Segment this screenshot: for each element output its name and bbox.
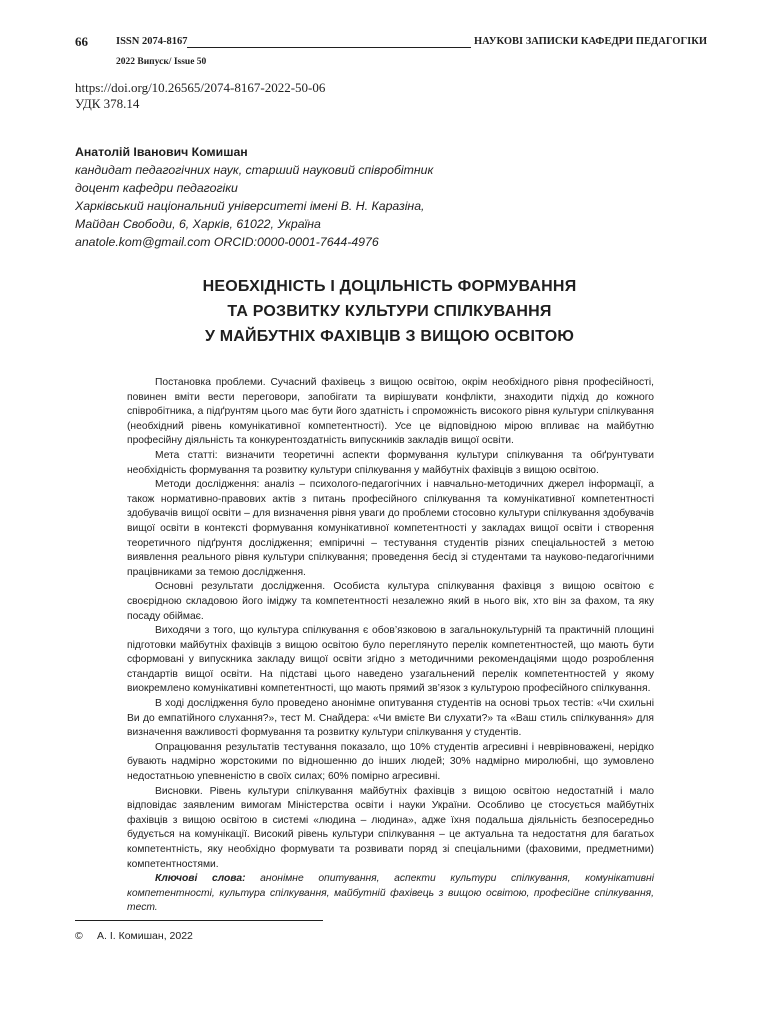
author-position: доцент кафедри педагогіки [75,181,238,195]
page-number: 66 [75,34,88,49]
article-title [75,274,704,349]
abstract-methods: Методи дослідження: аналіз – психолого-педагогічних і навчально-методичних джерел інформації, а також нормативно-правових актів з питань професійного спілкування та комунікативної компетентності здобувачів вищої освіти – для визначення рівня уваги до проблеми стосовно культури спілкування здобувачів вищої освіти в контексті формування комунікативної компетентності у закладах вищої освіти і створення теоретичного підґрунтя дослідження; емпіричні – тестування студентів різних спеціальностей з метою виявлення реального рівня культури спілкування; проведення бесід зі студентами та науково-педагогічними працівниками за темою дослідження. [127,479,654,578]
author-name: Анатолій Іванович Комишан [75,145,248,159]
title-line: НЕОБХІДНІСТЬ І ДОЦІЛЬНІСТЬ ФОРМУВАННЯ [202,278,577,295]
footnote-rule [75,920,323,921]
abstract-aim: Мета статті: визначити теоретичні аспекти формування культури спілкування та обґрунтувати необхідність формування та розвитку культури спілкування у майбутніх фахівців з вищою освітою. [127,449,654,476]
abstract-paragraph: Опрацювання результатів тестування показало, що 10% студентів агресивні і неврівноважені, нерідко бувають надмірно жорстокими по відношенню до інших людей; 30% надмірно миролюбні, що зумовлено недостатньою упевненістю в своїх силах; 60% помірно агресивні. [127,741,654,783]
author-contact[interactable]: anatole.kom@gmail.com ORCID:0000-0001-7644-4976 [75,235,379,249]
abstract-problem: Постановка проблеми. Сучасний фахівець з вищою освітою, окрім необхідного рівня професійності, повинен вміти вести переговори, запобігати та вирішувати конфлікти, знаходити підхід до кожного співробітника, а підґрунтям цього має бути його здатність і спроможність високого рівня культури спілкування (необхідний рівень комунікативної компетентності). Усе це відповідною мірою впливає на майбутню професійну діяльність та конкурентоздатність випускників закладів вищої освіти. [127,377,654,447]
keywords [127,872,654,916]
abstract-paragraph: В ході дослідження було проведено анонімне опитування студентів на основі трьох тестів: «Чи схильні Ви до емпатійного слухання?», тест М. Снайдера: «Чи вмієте Ви слухати?» та «Ваш стиль спілкування» для визначення важливості формування та розвитку культури спілкування у студентів. [127,698,654,739]
abstract [127,376,654,916]
identifier-block [75,80,325,112]
running-header [75,36,707,50]
header-rule [187,47,471,48]
title-line: У МАЙБУТНІХ ФАХІВЦІВ З ВИЩОЮ ОСВІТОЮ [204,328,575,345]
keywords-text: анонімне опитування, аспекти культури спілкування, комунікативні компетентності, культура спілкування, майбутній фахівець з вищою освітою, професійне спілкування, тест. [127,873,655,914]
author-address: Майдан Свободи, 6, Харків, 61022, Україна [75,217,321,231]
copyright-symbol: © [75,930,83,942]
abstract-paragraph: Виходячи з того, що культура спілкування є обов’язковою в загальнокультурній та практичній площині підготовки майбутніх фахівців з вищою освітою було переглянуто перелік компетентностей, що мають бути сформовані у випускника закладу вищої освіти згідно з методичними рекомендаціями щодо розроблення стандартів вищої освіти. На підставі цього наведено узагальнений перелік компетентностей у якому виокремлено комунікативні компетентності, що мають прямий зв’язок з культурою професійного спілкування. [127,625,654,695]
author-degree: кандидат педагогічних наук, старший науковий співробітник [75,163,434,177]
abstract-conclusions: Висновки. Рівень культури спілкування майбутніх фахівців з вищою освітою недостатній і мало відповідає заявленим вимогам Міністерства освіти і науки України. Особливо це стосується майбутніх фахівців з вищою освітою в системі «людина – людина», адже їхня подальша діяльність безпосередньо будується на комунікації. Високий рівень культури спілкування – це актуальна та недостатня для багатьох компетентність, яку необхідно формувати та розвивати поряд зі спеціальними (фаховими, предметними) компетентностями. [127,785,654,870]
copyright-notice [75,930,193,942]
journal-name: НАУКОВІ ЗАПИСКИ КАФЕДРИ ПЕДАГОГІКИ [473,36,707,47]
keywords-label: Ключові слова: [155,873,246,885]
issue-label: 2022 Випуск/ Issue 50 [116,57,207,67]
abstract-results: Основні результати дослідження. Особиста культура спілкування фахівця з вищою освітою є своєрідною складовою його іміджу та компетентності незалежно який в нього вік, хто він за фахом, та яку посаду обіймає. [127,581,654,622]
doi-link[interactable]: https://doi.org/10.26565/2074-8167-2022-50-06 [75,80,326,95]
copyright-text: А. І. Комишан, 2022 [97,930,193,942]
title-line: ТА РОЗВИТКУ КУЛЬТУРИ СПІЛКУВАННЯ [227,303,552,320]
udk-code: УДК 378.14 [75,96,140,111]
issn: ISSN 2074-8167 [116,36,188,47]
author-block [75,143,675,251]
author-affiliation: Харківський національний університеті імені В. Н. Каразіна, [75,199,425,213]
